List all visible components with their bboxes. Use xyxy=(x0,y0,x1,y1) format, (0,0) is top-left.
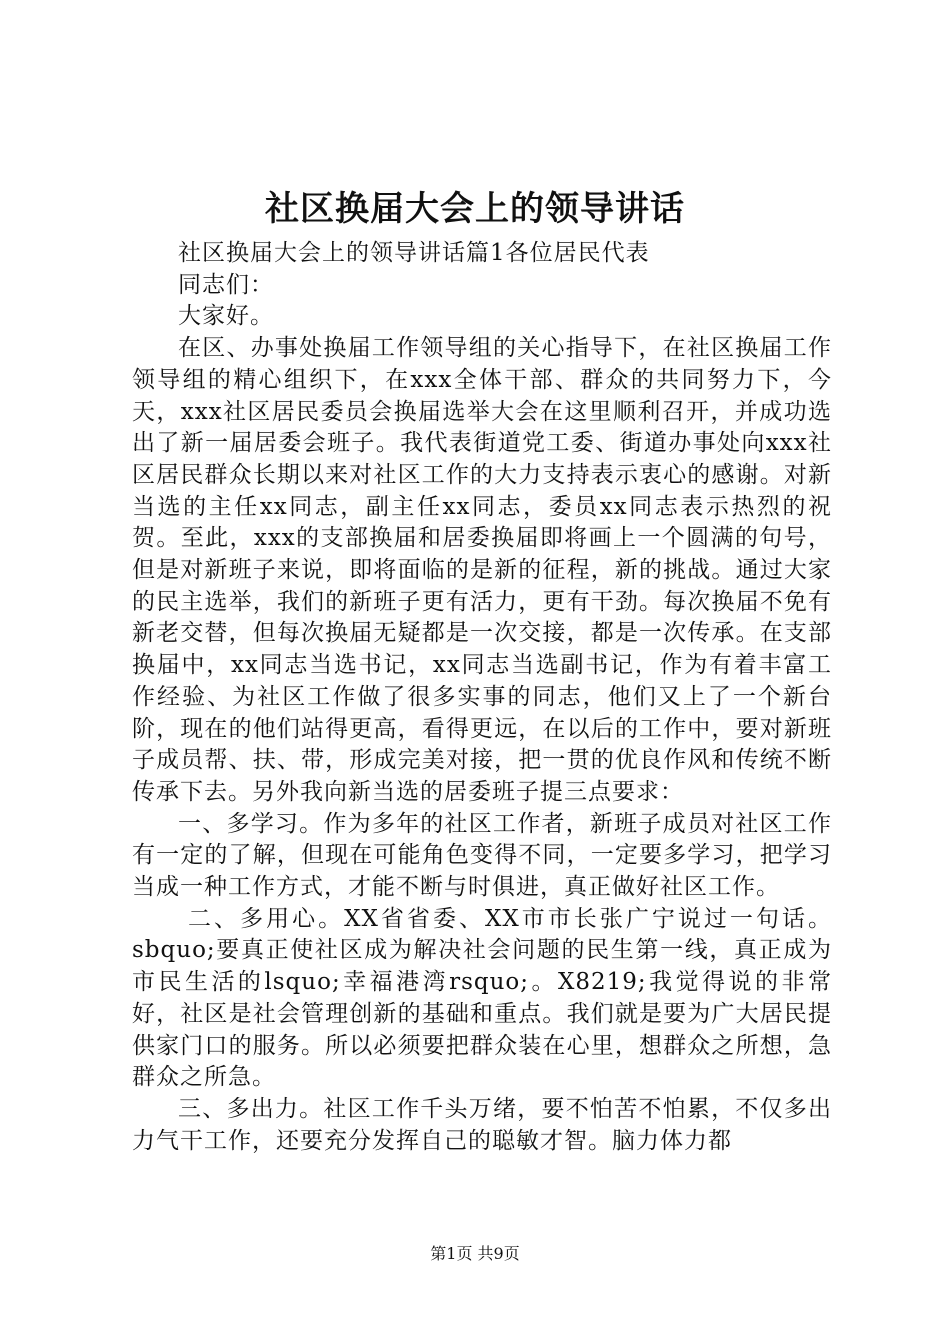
paragraph-greeting: 大家好。 xyxy=(178,303,274,330)
paragraph-main: 在区、办事处换届工作领导组的关心指导下，在社区换届工作领导组的精心组织下，在xxx全体干部、群众的共同努力下，今天，xxx社区居民委员会换届选举大会在这里顺利召开，并成功选出了新一届居委会班子。我代表街道党工委、街道办事处向xxx社区居民群众长期以来对社区工作的大力支持表示衷心的感谢。对新当选的主任xx同志，副主任xx同志，委员xx同志表示热烈的祝贺。至此，xxx的支部换届和居委换届即将画上一个圆满的句号，但是对新班子来说，即将面临的是新的征程，新的挑战。通过大家的民主选举，我们的新班子更有活力，更有干劲。每次换届不免有新老交替，但每次换届无疑都是一次交接，都是一次传承。在支部换届中，xx同志当选书记，xx同志当选副书记，作为有着丰富工作经验、为社区工作做了很多实事的同志，他们又上了一个新台阶，现在的他们站得更高，看得更远，在以后的工作中，要对新班子成员帮、扶、带，形成完美对接，把一贯的优良作风和传统不断传承下去。另外我向新当选的居委班子提三点要求： xyxy=(132,335,832,805)
paragraph-salutation: 同志们： xyxy=(178,271,274,298)
paragraph-point-three: 三、多出力。社区工作千头万绪，要不怕苦不怕累，不仅多出力气干工作，还要充分发挥自己的聪敏才智。脑力体力都 xyxy=(132,1095,832,1154)
paragraph-point-one: 一、多学习。作为多年的社区工作者，新班子成员对社区工作有一定的了解，但现在可能角色变得不同，一定要多学习，把学习当成一种工作方式，才能不断与时俱进，真正做好社区工作。 xyxy=(132,810,832,901)
paragraph-heading: 社区换届大会上的领导讲话篇1各位居民代表 xyxy=(178,240,650,266)
document-body xyxy=(132,238,832,1157)
document-title: 社区换届大会上的领导讲话 xyxy=(265,189,685,229)
page-number-footer: 第1页 共9页 xyxy=(430,1244,520,1263)
paragraph-point-two: 二、多用心。XX省省委、XX市市长张广宁说过一句话。sbquo;要真正使社区成为解决社会问题的民生第一线，真正成为市民生活的lsquo;幸福港湾rsquo;。X8219;我觉得说的非常好，社区是社会管理创新的基础和重点。我们就是要为广大居民提供家门口的服务。所以必须要把群众装在心里，想群众之所想，急群众之所急。 xyxy=(132,905,832,1091)
